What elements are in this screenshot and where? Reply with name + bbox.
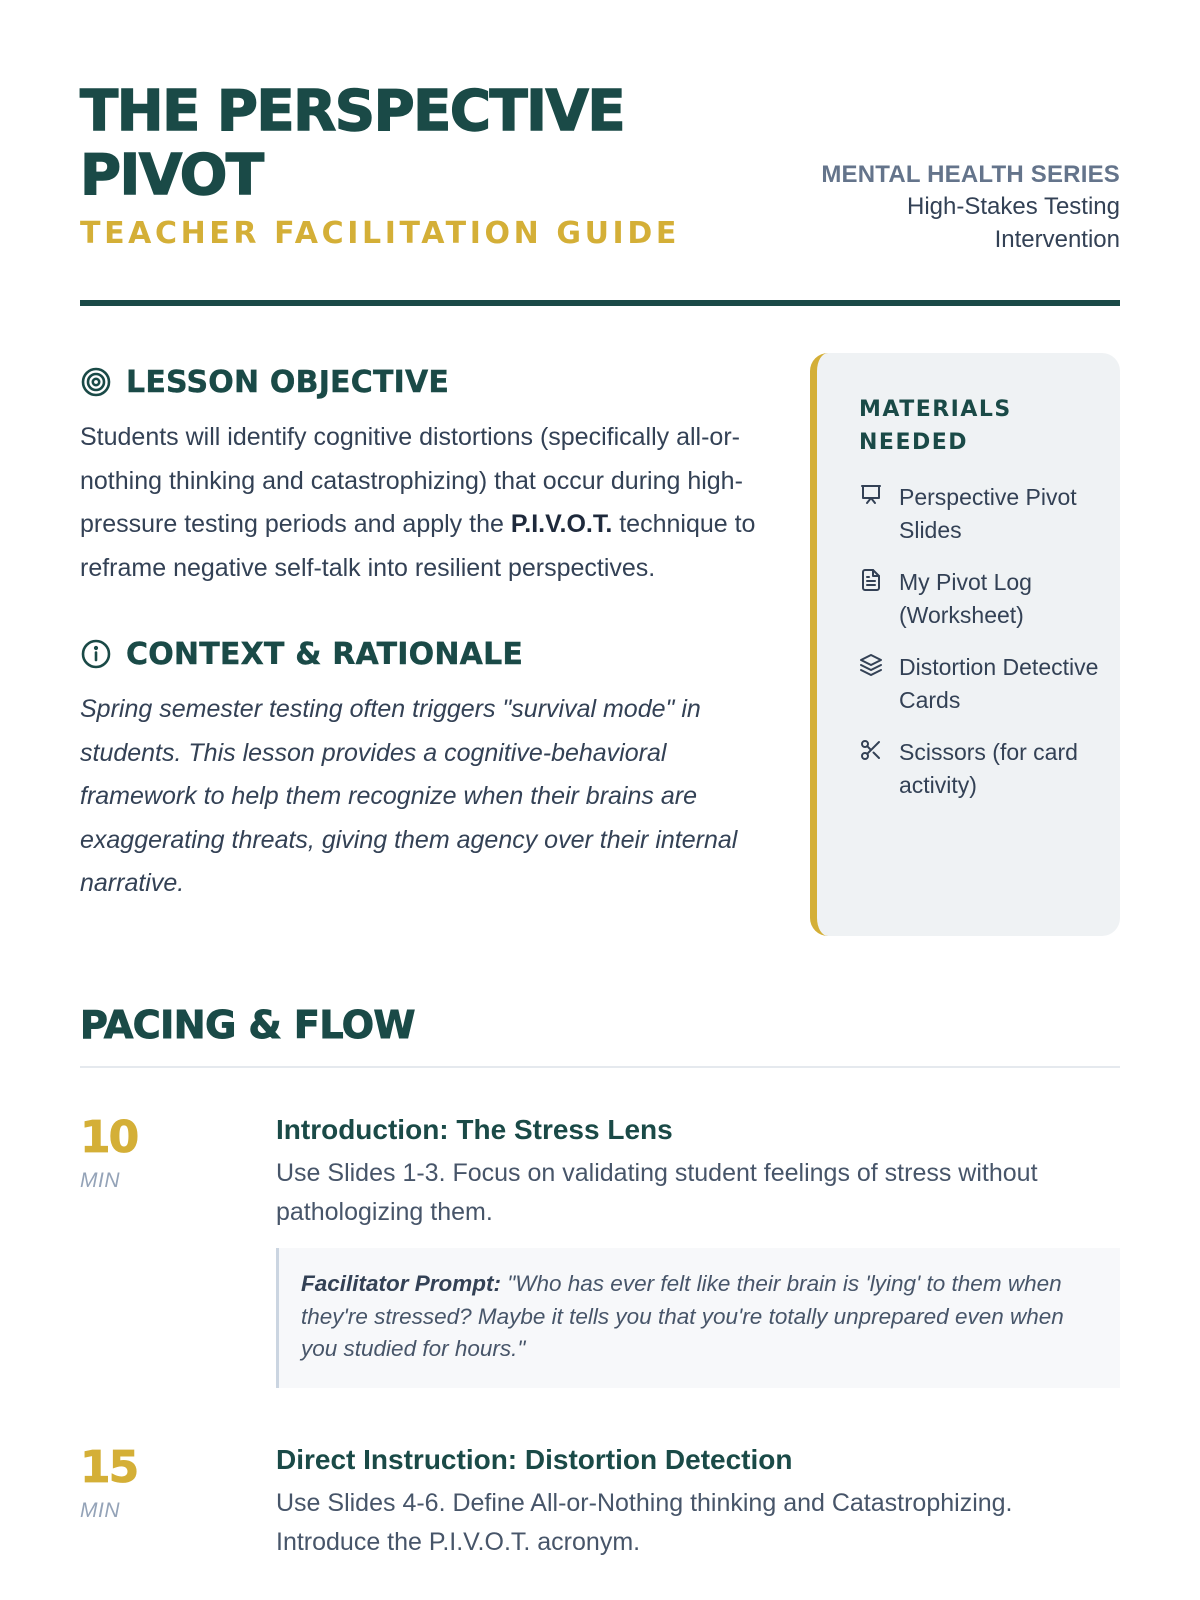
lesson-objective-heading (80, 360, 760, 404)
facilitator-prompt (276, 1248, 1120, 1388)
series-topic-line-2: Intervention (994, 226, 1120, 253)
series-label: MENTAL HEALTH SERIES (821, 161, 1120, 188)
duration-minutes: 15 (80, 1441, 138, 1493)
pacing-step (80, 1110, 1120, 1388)
context-rationale-heading (80, 632, 760, 676)
duration-unit: MIN (80, 1169, 120, 1192)
step-title: Introduction: The Stress Lens (276, 1114, 673, 1145)
document-icon (859, 566, 885, 601)
lesson-objective-section (80, 360, 760, 590)
document-subtitle: TEACHER FACILITATION GUIDE (80, 216, 680, 251)
objective-text-part: technique to reframe negative self-talk into resilient perspectives. (80, 510, 756, 582)
scissors-icon (859, 736, 885, 771)
context-rationale-section (80, 632, 760, 906)
duration-unit: MIN (80, 1498, 120, 1522)
step-description: Use Slides 1-3. Focus on validating student feelings of stress without pathologizing them. (276, 1159, 1038, 1226)
presentation-icon (859, 481, 885, 516)
pacing-section (80, 1000, 1120, 1562)
step-duration (80, 1440, 240, 1526)
pacing-divider (80, 1066, 1120, 1068)
objective-text-part: Students will identify cognitive distortions (specifically all-or-nothing thinking and catastrophizing) that occur during high-pressure testing periods and apply the (80, 423, 743, 538)
material-item (859, 736, 1099, 802)
material-label: Distortion Detective Cards (899, 654, 1099, 713)
step-title: Direct Instruction: Distortion Detection (276, 1443, 793, 1475)
material-label: My Pivot Log (Worksheet) (899, 569, 1032, 628)
material-item (859, 566, 1099, 632)
pacing-heading: PACING & FLOW (80, 1003, 415, 1047)
facilitation-guide-page (80, 0, 1120, 1556)
materials-sidebar (810, 353, 1120, 936)
material-label: Perspective Pivot Slides (899, 484, 1077, 543)
material-item (859, 481, 1099, 547)
pivot-acronym: P.I.V.O.T. (510, 510, 613, 538)
document-title: THE PERSPECTIVE PIVOT (80, 79, 625, 208)
target-icon (80, 366, 112, 398)
duration-minutes: 10 (80, 1112, 138, 1163)
step-description: Use Slides 4-6. Define All-or-Nothing thinking and Catastrophizing. Introduce the P.I.V.O.T. acronym. (276, 1488, 1013, 1556)
step-body (276, 1440, 1120, 1562)
info-icon (80, 638, 112, 670)
material-label: Scissors (for card activity) (899, 739, 1078, 798)
context-rationale-text: Spring semester testing often triggers "survival mode" in students. This lesson provides a cognitive-behavioral framework to help them recognize when their brains are exaggerating threats, giving them agency over their internal narrative. (80, 695, 738, 897)
series-info (821, 160, 1120, 256)
step-duration (80, 1110, 240, 1196)
prompt-text: "Who has ever felt like their brain is 'lying' to them when they're stressed? Maybe it tells you that you're totally unprepared even when you studied for hours." (301, 1271, 1064, 1361)
section-heading-text: LESSON OBJECTIVE (126, 364, 450, 400)
material-item (859, 651, 1099, 717)
materials-list (859, 481, 1120, 802)
materials-heading: MATERIALS NEEDED (859, 397, 1012, 455)
main-column (80, 360, 760, 906)
document-header (80, 0, 1120, 310)
prompt-label: Facilitator Prompt: (301, 1271, 502, 1296)
pacing-step (80, 1440, 1120, 1562)
series-topic-line-1: High-Stakes Testing (907, 193, 1120, 220)
step-body (276, 1110, 1120, 1388)
header-divider (80, 300, 1120, 306)
layers-icon (859, 651, 885, 686)
lesson-objective-text (80, 416, 760, 590)
section-heading-text: CONTEXT & RATIONALE (126, 636, 524, 672)
